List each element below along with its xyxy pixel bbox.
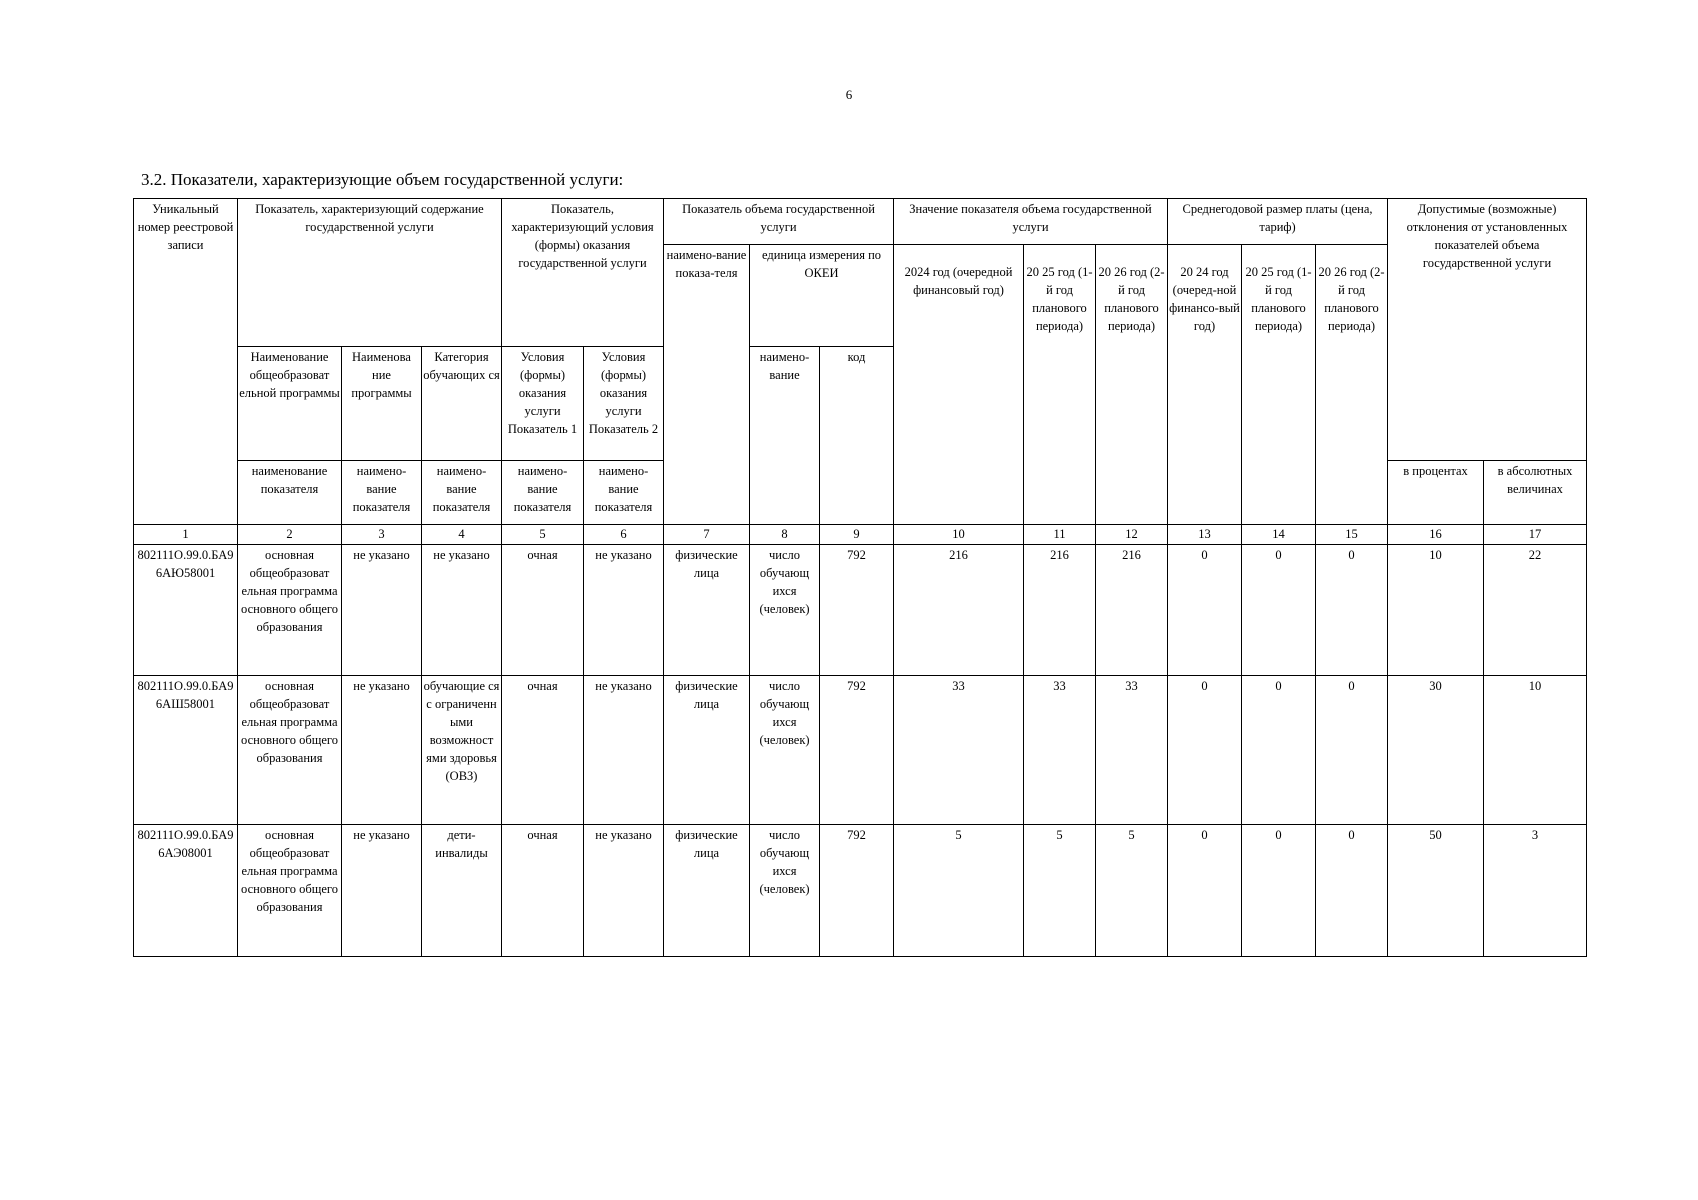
table-cell: основная общеобразоват ельная программа основного общего образования [238, 676, 342, 825]
table-cell: физические лица [664, 545, 750, 676]
column-number: 8 [750, 525, 820, 545]
column-number: 13 [1168, 525, 1242, 545]
column-number: 14 [1242, 525, 1316, 545]
header-sub-condition-1: Условия (формы) оказания услуги Показатель 1 [502, 347, 584, 461]
header-indicator-name-3: наимено-вание показателя [422, 461, 502, 525]
column-number: 6 [584, 525, 664, 545]
table-cell: 216 [894, 545, 1024, 676]
header-vol-indicator-name: наимено-вание показа-теля [664, 245, 750, 525]
table-cell: физические лица [664, 676, 750, 825]
header-in-absolute: в абсолютных величинах [1484, 461, 1587, 525]
table-cell: не указано [342, 545, 422, 676]
column-number: 1 [134, 525, 238, 545]
header-avg-fee: Среднегодовой размер платы (цена, тариф) [1168, 199, 1388, 245]
table-cell: число обучающ ихся (человек) [750, 676, 820, 825]
table-cell: 0 [1242, 545, 1316, 676]
header-unit-name: наимено-вание [750, 347, 820, 525]
table-cell: число обучающ ихся (человек) [750, 545, 820, 676]
table-cell: 10 [1388, 545, 1484, 676]
header-sub-category: Категория обучающих ся [422, 347, 502, 461]
table-cell: 0 [1316, 825, 1388, 957]
column-number: 15 [1316, 525, 1388, 545]
table-cell: 0 [1242, 825, 1316, 957]
table-cell: не указано [422, 545, 502, 676]
table-cell: 33 [1096, 676, 1168, 825]
header-unit-code: код [820, 347, 894, 525]
table-cell: основная общеобразоват ельная программа основного общего образования [238, 825, 342, 957]
header-year-2026: 20 26 год (2-й год планового периода) [1096, 245, 1168, 525]
header-fee-2025: 20 25 год (1-й год планового периода) [1242, 245, 1316, 525]
header-unique-number: Уникальный номер реестровой записи [134, 199, 238, 525]
header-sub-condition-2: Условия (формы) оказания услуги Показатель 2 [584, 347, 664, 461]
column-number: 10 [894, 525, 1024, 545]
table-cell: 0 [1316, 545, 1388, 676]
table-cell: 792 [820, 545, 894, 676]
header-sub-program-name: Наименование общеобразоват ельной программы [238, 347, 342, 461]
table-cell: обучающие ся с ограниченн ыми возможност ями здоровья (ОВЗ) [422, 676, 502, 825]
column-number: 4 [422, 525, 502, 545]
table-cell: физические лица [664, 825, 750, 957]
table-cell: 792 [820, 676, 894, 825]
table-cell: 5 [1096, 825, 1168, 957]
column-number: 2 [238, 525, 342, 545]
table-cell: 802111О.99.0.БА96АШ58001 [134, 676, 238, 825]
column-numbers-row [134, 525, 1587, 545]
table-cell: 33 [1024, 676, 1096, 825]
table-cell: не указано [342, 676, 422, 825]
table-cell: 33 [894, 676, 1024, 825]
table-cell: очная [502, 545, 584, 676]
header-content-indicator: Показатель, характеризующий содержание государственной услуги [238, 199, 502, 347]
column-number: 5 [502, 525, 584, 545]
column-number: 11 [1024, 525, 1096, 545]
column-number: 12 [1096, 525, 1168, 545]
header-conditions-indicator: Показатель, характеризующий условия (формы) оказания государственной услуги [502, 199, 664, 347]
table-cell: не указано [584, 676, 664, 825]
header-sub-program: Наименова ние программы [342, 347, 422, 461]
header-indicator-name-4: наимено-вание показателя [502, 461, 584, 525]
table-cell: очная [502, 676, 584, 825]
header-volume-value: Значение показателя объема государственной услуги [894, 199, 1168, 245]
header-year-2024: 2024 год (очередной финансовый год) [894, 245, 1024, 525]
header-unit-okei: единица измерения по ОКЕИ [750, 245, 894, 347]
table-cell: 0 [1242, 676, 1316, 825]
column-number: 16 [1388, 525, 1484, 545]
header-volume-indicator: Показатель объема государственной услуги [664, 199, 894, 245]
section-title: 3.2. Показатели, характеризующие объем государственной услуги: [141, 170, 624, 189]
table-cell: 5 [894, 825, 1024, 957]
table-cell: 5 [1024, 825, 1096, 957]
table-cell: 50 [1388, 825, 1484, 957]
volume-indicators-table [133, 198, 1587, 957]
column-number: 7 [664, 525, 750, 545]
header-indicator-name-1: наименование показателя [238, 461, 342, 525]
table-cell: 0 [1168, 825, 1242, 957]
column-number: 9 [820, 525, 894, 545]
column-number: 17 [1484, 525, 1587, 545]
header-fee-2026: 20 26 год (2-й год планового периода) [1316, 245, 1388, 525]
table-row [134, 545, 1587, 676]
table-cell: 0 [1316, 676, 1388, 825]
table-row [134, 676, 1587, 825]
header-indicator-name-5: наимено-вание показателя [584, 461, 664, 525]
table-cell: 10 [1484, 676, 1587, 825]
table-row [134, 825, 1587, 957]
table-cell: 0 [1168, 545, 1242, 676]
table-cell: 22 [1484, 545, 1587, 676]
table-cell: основная общеобразоват ельная программа основного общего образования [238, 545, 342, 676]
table-cell: очная [502, 825, 584, 957]
table-cell: 30 [1388, 676, 1484, 825]
table-cell: 216 [1024, 545, 1096, 676]
table-cell: 802111О.99.0.БА96АЮ58001 [134, 545, 238, 676]
table-cell: 3 [1484, 825, 1587, 957]
table-cell: 216 [1096, 545, 1168, 676]
table-cell: 0 [1168, 676, 1242, 825]
header-indicator-name-2: наимено-вание показателя [342, 461, 422, 525]
header-year-2025: 20 25 год (1-й год планового периода) [1024, 245, 1096, 525]
table-cell: не указано [342, 825, 422, 957]
page-number: 6 [845, 87, 853, 102]
table-cell: 792 [820, 825, 894, 957]
table-cell: 802111О.99.0.БА96АЭ08001 [134, 825, 238, 957]
column-number: 3 [342, 525, 422, 545]
table-cell: не указано [584, 825, 664, 957]
table-cell: не указано [584, 545, 664, 676]
header-deviations: Допустимые (возможные) отклонения от установленных показателей объема государственной услуги [1388, 199, 1587, 461]
table-cell: число обучающ ихся (человек) [750, 825, 820, 957]
table-cell: дети-инвалиды [422, 825, 502, 957]
header-in-percent: в процентах [1388, 461, 1484, 525]
header-fee-2024: 20 24 год (очеред-ной финансо-вый год) [1168, 245, 1242, 525]
